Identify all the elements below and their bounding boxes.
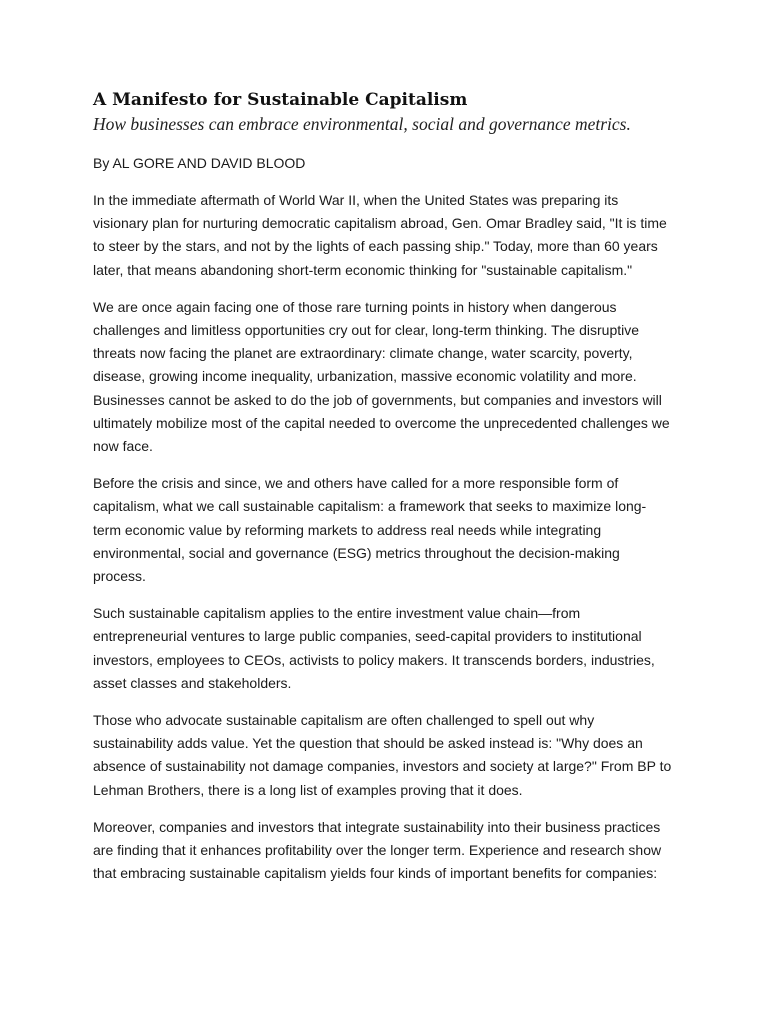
article (93, 88, 673, 899)
paragraph-2: We are once again facing one of those rare turning points in history when dangerous challenges and limitless opportunities cry out for clear, long-term thinking. The disruptive threats now facing the planet are extraordinary: climate change, water scarcity, poverty, disease, growing income inequality, urbanization, massive economic volatility and more. Businesses cannot be asked to do the job of governments, but companies and investors will ultimately mobilize most of the capital needed to overcome the unprecedented challenges we now face. (93, 298, 670, 455)
paragraph-5: Those who advocate sustainable capitalism are often challenged to spell out why sustainability adds value. Yet the question that should be asked instead is: "Why does an absence of sustainability not damage companies, investors and society at large?" From BP to Lehman Brothers, there is a long list of examples proving that it does. (93, 712, 672, 798)
paragraph-6: Moreover, companies and investors that integrate sustainability into their business practices are finding that it enhances profitability over the longer term. Experience and research show that embracing sustainable capitalism yields four kinds of important benefits for companies: (93, 818, 662, 882)
paragraph-4: Such sustainable capitalism applies to the entire investment value chain—from entrepreneurial ventures to large public companies, seed-capital providers to institutional investors, employees to CEOs, activists to policy makers. It transcends borders, industries, asset classes and stakeholders. (93, 605, 655, 691)
article-byline: By AL GORE AND DAVID BLOOD (93, 155, 306, 171)
paragraph-3: Before the crisis and since, we and others have called for a more responsible form of capitalism, what we call sustainable capitalism: a framework that seeks to maximize long-term economic value by reforming markets to address real needs while integrating environmental, social and governance (ESG) metrics throughout the decision-making process. (93, 475, 647, 585)
article-subtitle: How businesses can embrace environmental, social and governance metrics. (93, 114, 631, 134)
article-title: A Manifesto for Sustainable Capitalism (93, 90, 468, 110)
paragraph-1: In the immediate aftermath of World War II, when the United States was preparing its visionary plan for nurturing democratic capitalism abroad, Gen. Omar Bradley said, "It is time to steer by the stars, and not by the lights of each passing ship." Today, more than 60 years later, that means abandoning short-term economic thinking for "sustainable capitalism." (93, 192, 667, 278)
